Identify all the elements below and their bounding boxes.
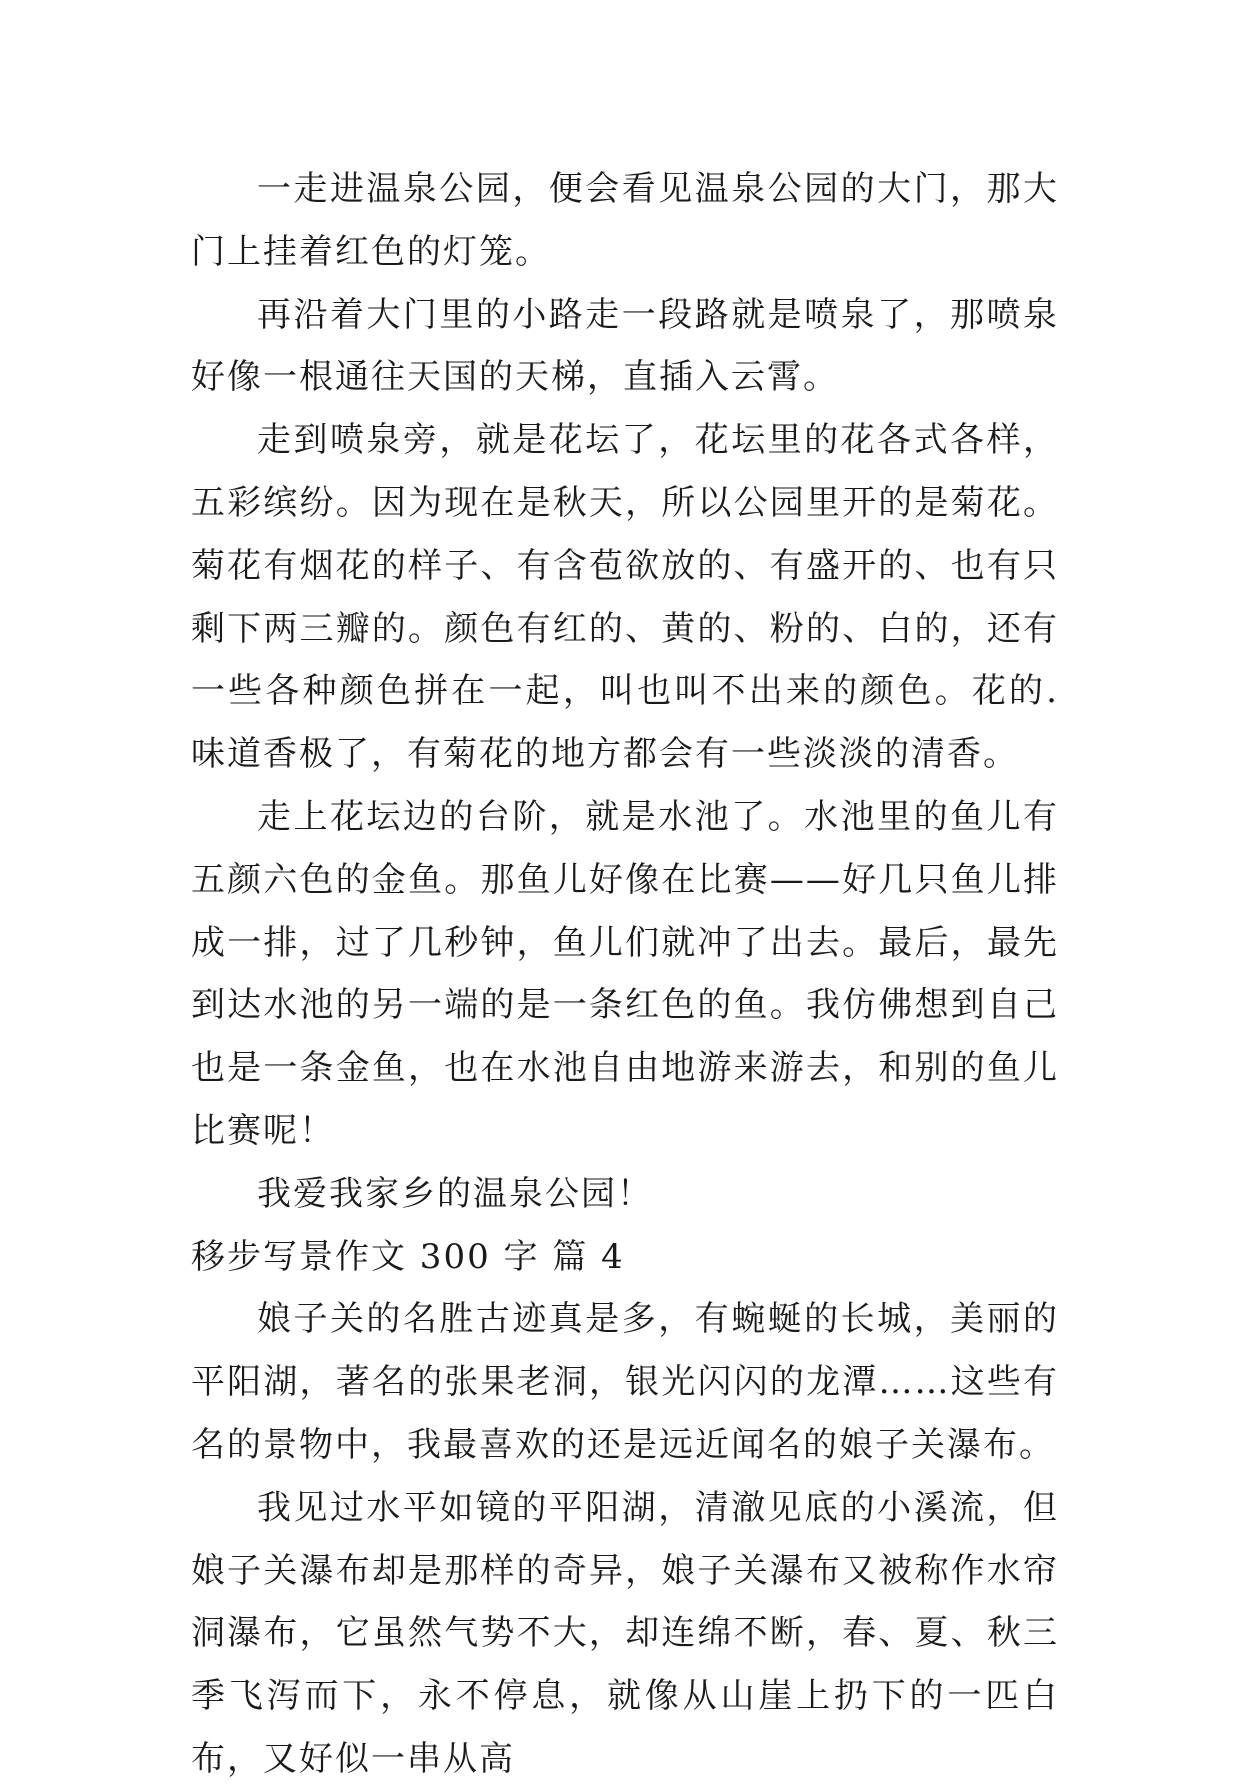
paragraph-fountain: 再沿着大门里的小路走一段路就是喷泉了，那喷泉好像一根通往天国的天梯，直插入云霄。 (191, 294, 1059, 398)
paragraph-conclusion: 我爱我家乡的温泉公园！ (257, 1173, 653, 1214)
section-heading: 移步写景作文 300 字 篇 4 (191, 1236, 625, 1277)
document-body (191, 158, 1059, 1791)
paragraph-waterfall: 我见过水平如镜的平阳湖，清澈见底的小溪流，但娘子关瀑布却是那样的奇异，娘子关瀑布又被称作水帘洞瀑布，它虽然气势不大，却连绵不断，春、夏、秋三季飞泻而下，永不停息，就像从山崖上扔下的一匹白布，又好似一串从高 (191, 1487, 1059, 1779)
paragraph-niangziguan-intro: 娘子关的名胜古迹真是多，有蜿蜒的长城，美丽的平阳湖，著名的张果老洞，银光闪闪的龙潭……这些有名的景物中，我最喜欢的还是远近闻名的娘子关瀑布。 (191, 1299, 1059, 1465)
paragraph-park-gate: 一走进温泉公园，便会看见温泉公园的大门，那大门上挂着红色的灯笼。 (191, 169, 1059, 272)
paragraph-pond: 走上花坛边的台阶，就是水池了。水池里的鱼儿有五颜六色的金鱼。那鱼儿好像在比赛——好几只鱼儿排成一排，过了几秒钟，鱼儿们就冲了出去。最后，最先到达水池的另一端的是一条红色的鱼。我仿佛想到自己也是一条金鱼，也在水池自由地游来游去，和别的鱼儿比赛呢！ (191, 796, 1059, 1151)
paragraph-flower-bed: 走到喷泉旁，就是花坛了，花坛里的花各式各样，五彩缤纷。因为现在是秋天，所以公园里开的是菊花。菊花有烟花的样子、有含苞欲放的、有盛开的、也有只剩下两三瓣的。颜色有红的、黄的、粉的、白的，还有一些各种颜色拼在一起，叫也叫不出来的颜色。花的.味道香极了，有菊花的地方都会有一些淡淡的清香。 (191, 420, 1059, 775)
